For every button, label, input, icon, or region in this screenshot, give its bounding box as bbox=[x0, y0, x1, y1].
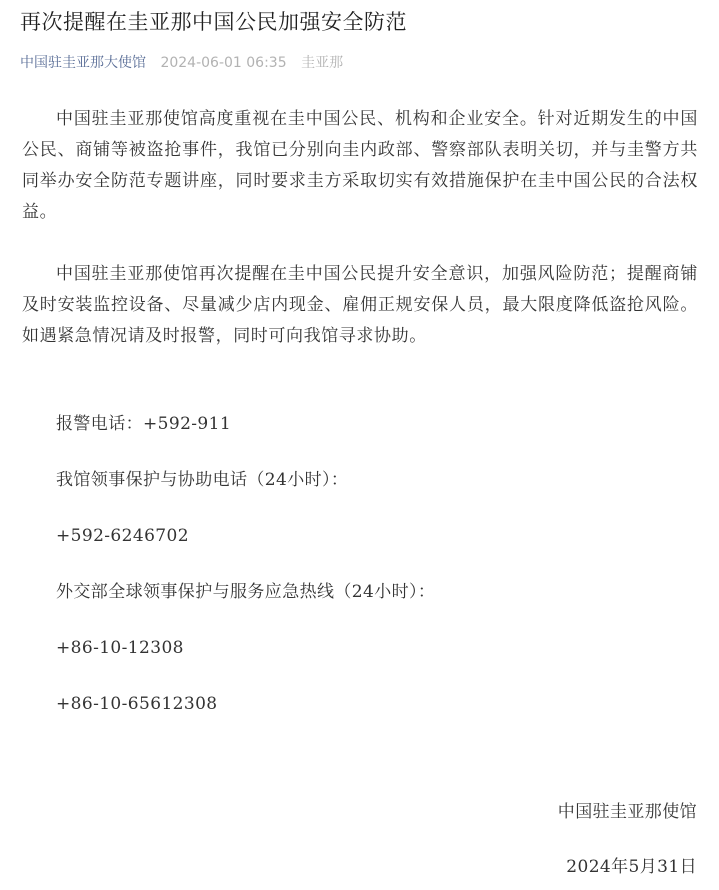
account-name-link[interactable]: 中国驻圭亚那大使馆 bbox=[20, 55, 146, 71]
publish-location: 圭亚那 bbox=[301, 55, 344, 71]
global-hotline-label: 外交部全球领事保护与服务应急热线（24小时）： bbox=[56, 582, 436, 602]
police-hotline: 报警电话：+592-911 bbox=[56, 414, 232, 434]
signature-embassy: 中国驻圭亚那使馆 bbox=[557, 802, 697, 822]
publish-time: 2024-06-01 06:35 bbox=[160, 55, 287, 71]
consular-phone-number[interactable]: +592-6246702 bbox=[56, 526, 189, 546]
global-hotline-number-1[interactable]: +86-10-12308 bbox=[56, 638, 184, 658]
article-title: 再次提醒在圭亚那中国公民加强安全防范 bbox=[20, 10, 407, 34]
consular-phone-label: 我馆领事保护与协助电话（24小时）： bbox=[56, 470, 349, 490]
global-hotline-number-2[interactable]: +86-10-65612308 bbox=[56, 694, 218, 714]
body-paragraph-1: 中国驻圭亚那使馆高度重视在圭中国公民、机构和企业安全。针对近期发生的中国公民、商铺等被盗抢事件，我馆已分别向圭内政部、警察部队表明关切，并与圭警方共同举办安全防范专题讲座，同时要求圭方采取切实有效措施保护在圭中国公民的合法权益。 bbox=[22, 109, 698, 222]
signature-date: 2024年5月31日 bbox=[566, 857, 697, 877]
article-meta bbox=[20, 52, 343, 72]
body-paragraph-2: 中国驻圭亚那使馆再次提醒在圭中国公民提升安全意识，加强风险防范；提醒商铺及时安装监控设备、尽量减少店内现金、雇佣正规安保人员，最大限度降低盗抢风险。如遇紧急情况请及时报警，同时可向我馆寻求协助。 bbox=[22, 264, 698, 346]
